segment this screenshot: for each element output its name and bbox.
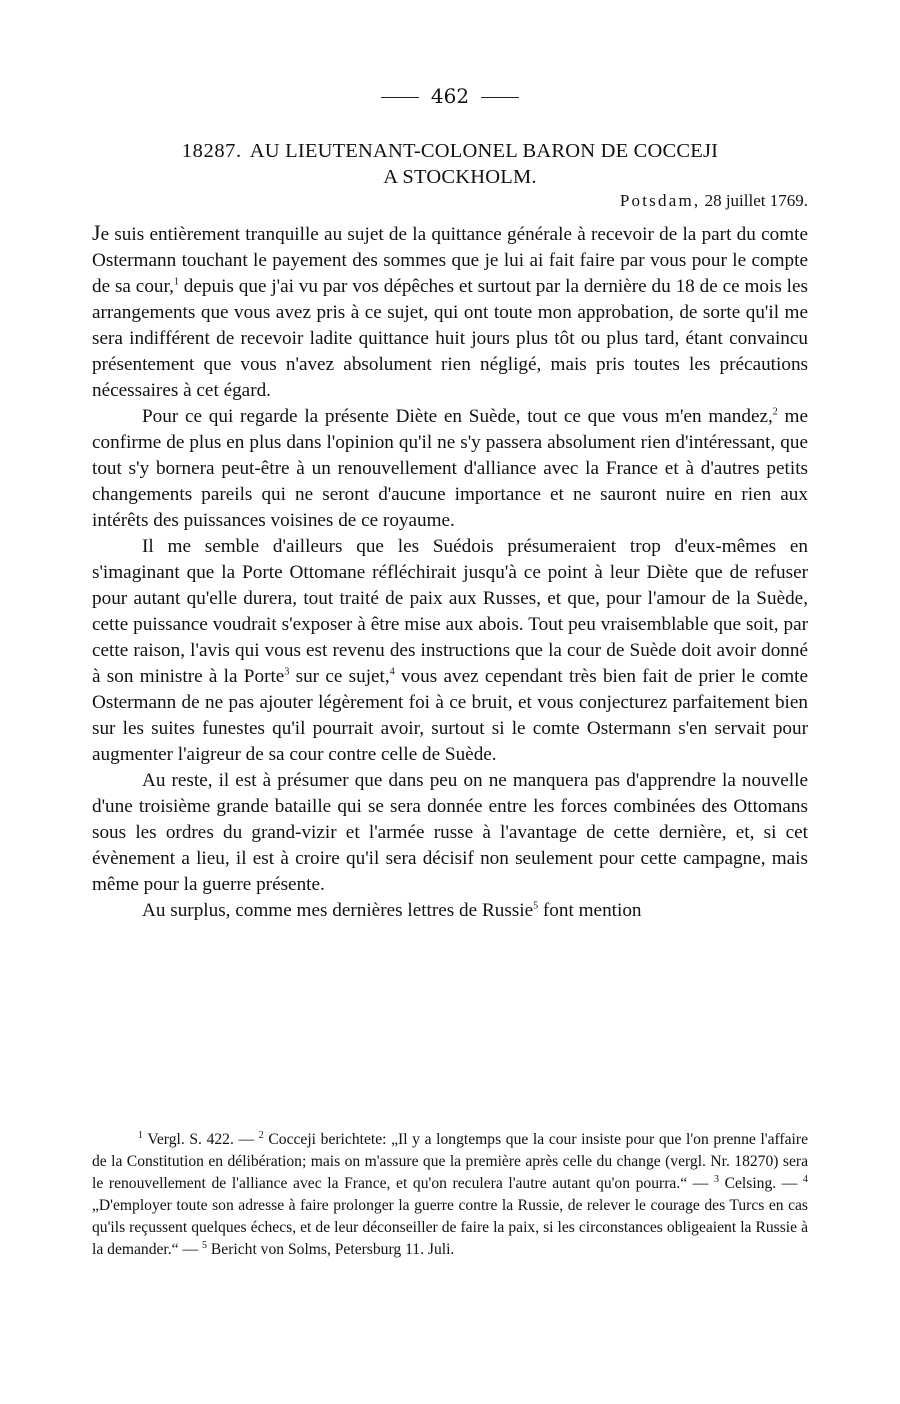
paragraph-4 — [92, 768, 808, 898]
paragraph-2-text-b: me confirme de plus en plus dans l'opinion qu'il ne s'y passera absolument rien d'intéressant, que tout s'y bornera peut-être à un renouvellement d'alliance avec la France et à d'autres petits changements pareils qui ne seront d'aucune importance et ne sauront nuire en rien aux intérêts des puissances voisines de ce royaume. — [92, 406, 808, 531]
footnote-4-marker: 4 — [803, 1173, 808, 1185]
page-number-text: 462 — [430, 84, 470, 108]
paragraph-2-text-a: Pour ce qui regarde la présente Diète en Suède, tout ce que vous m'en mandez, — [142, 406, 773, 427]
place: Potsdam, — [619, 191, 701, 210]
place-date — [620, 190, 808, 212]
paragraph-1-text-a: Je suis entièrement tranquille au sujet de la quittance générale à recevoir de la part du comte Ostermann touchant le payement des sommes que je lui ai fait faire par vous pour le compte de sa cour, — [92, 220, 808, 297]
page-number — [92, 84, 808, 108]
heading-line-2: A STOCKHOLM. — [383, 166, 537, 188]
footnotes — [92, 1129, 808, 1261]
footnote-2-marker: 2 — [258, 1129, 264, 1141]
paragraph-1-text-b: depuis que j'ai vu par vos dépêches et surtout par la dernière du 18 de ce mois les arrangements que vous avez pris à ce sujet, qui ont toute mon approbation, de sorte qu'il me sera indifférent de recevoir ladite quittance huit jours plus tôt ou plus tard, étant convaincu présentement que vous n'avez absolument rien négligé, mais pris toutes les précautions nécessaires à cet égard. — [92, 276, 808, 401]
letter-heading — [92, 138, 808, 190]
footnote-ref-1: 1 — [173, 276, 179, 288]
footnote-5-text: Bericht von Solms, Petersburg 11. Juli. — [206, 1241, 455, 1258]
footnote-4-text: „D'employer toute son adresse à faire prolonger la guerre contre la Russie, de relever le courage des Turcs en cas qu'ils reçussent quelques échecs, et de leur déconseiller de faire la paix, si les circonstances obligeaient la Russie à la demander.“ — — [92, 1197, 808, 1258]
footnote-ref-4: 4 — [389, 666, 395, 678]
footnote-ref-5: 5 — [533, 900, 539, 912]
footnote-5-marker: 5 — [201, 1239, 207, 1251]
paragraph-3-text-c: vous avez cependant très bien fait de prier le comte Ostermann de ne pas ajouter légèrement foi à ce bruit, et vous conjecturez parfaitement bien sur les suites funestes qu'il pourrait avoir, surtout si le comte Ostermann s'en servait pour augmenter l'aigreur de sa cour contre celle de Suède. — [92, 666, 809, 765]
paragraph-3 — [92, 534, 808, 768]
paragraph-3-text-a: Il me semble d'ailleurs que les Suédois présumeraient trop d'eux-mêmes en s'imaginant que la Porte Ottomane réfléchirait jusqu'à ce point à leur Diète que de refuser pour autant qu'elle durera, tout traité de paix aux Russes, et que, pour l'amour de la Suède, cette puissance voudrait s'exposer à être mise aux abois. Tout peu vraisemblable que soit, par cette raison, l'avis qui vous est revenu des instructions que la cour de Suède doit avoir donné à son ministre à la Porte — [92, 536, 808, 687]
date: 28 juillet 1769. — [704, 191, 808, 210]
footnote-ref-2: 2 — [772, 406, 778, 418]
footnote-2-text: Cocceji berichtete: „Il y a longtemps que la cour insiste pour que l'on prenne l'affaire de la Constitution en délibération; mais on m'assure que la première après celle du change (vergl. Nr. 18270) sera le renouvellement de l'alliance avec la France, et qu'on reculera l'autre autant qu'on pourra.“ — — [92, 1131, 808, 1192]
footnote-3-marker: 3 — [713, 1173, 719, 1185]
paragraph-3-text-b: sur ce sujet, — [289, 666, 390, 687]
paragraph-1 — [92, 220, 808, 404]
page-number-dash-right — [481, 97, 519, 98]
paragraph-5 — [92, 898, 808, 924]
heading-recipient: AU LIEUTENANT-COLONEL BARON DE COCCEJI — [249, 140, 719, 162]
letter-number: 18287. — [181, 140, 242, 162]
paragraph-2 — [92, 404, 808, 534]
heading-line-1 — [92, 138, 808, 164]
footnote-1-text: Vergl. S. 422. — — [143, 1131, 259, 1148]
footnote-block — [92, 1129, 808, 1261]
page-number-dash-left — [381, 97, 419, 98]
footnote-3-text: Celsing. — — [718, 1175, 803, 1192]
footnote-ref-3: 3 — [284, 666, 290, 678]
paragraph-5-text-a: Au surplus, comme mes dernières lettres de Russie — [142, 900, 534, 921]
footnote-1-marker: 1 — [138, 1129, 143, 1141]
paragraph-5-text-b: font mention — [538, 900, 642, 921]
paragraph-4-text-a: Au reste, il est à présumer que dans peu on ne manquera pas d'apprendre la nouvelle d'une troisième grande bataille qui se sera donnée entre les forces combinées des Ottomans sous les ordres du grand-vizir et l'armée russe à l'avantage de cette dernière, et, si cet évènement a lieu, il est à croire qu'il sera décisif non seulement pour cette campagne, mais même pour la guerre présente. — [92, 770, 808, 895]
letter-body — [92, 220, 808, 924]
